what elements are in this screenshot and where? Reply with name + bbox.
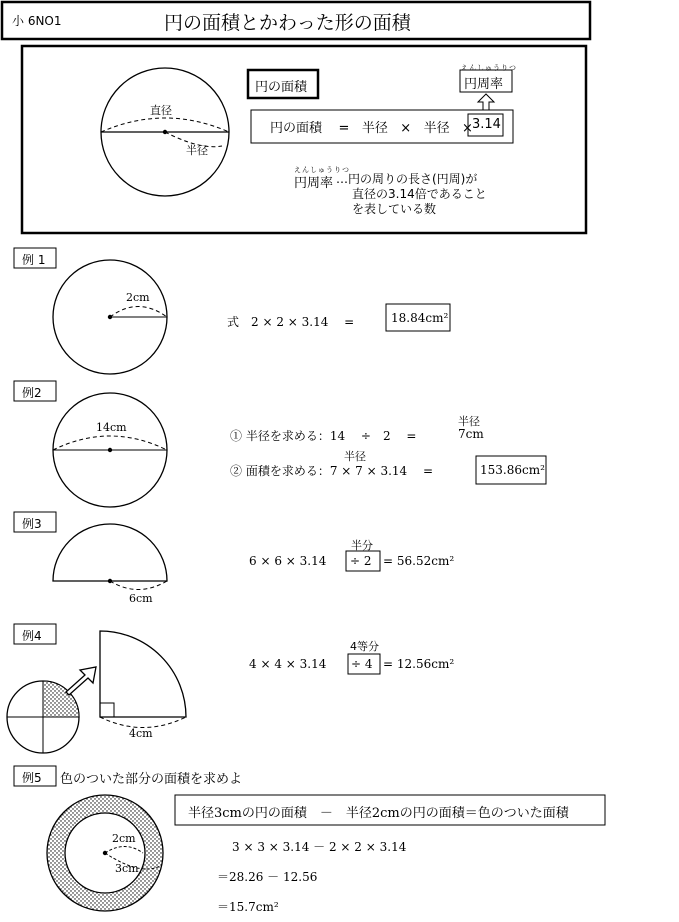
ex4-divide: ÷ 4 — [351, 657, 373, 671]
ex3-label: 例3 — [22, 517, 42, 531]
pi-term-def: 円周率 — [294, 176, 334, 191]
ex5-line2: ＝28.26 － 12.56 — [217, 870, 318, 884]
ex1-label: 例 1 — [22, 253, 46, 267]
ex3-formula: 6 × 6 × 3.14 — [249, 554, 327, 568]
ex4-arrow-icon — [66, 667, 96, 695]
ex4-ruby: 4等分 — [350, 640, 379, 653]
area-heading: 円の面積 — [255, 80, 308, 95]
ex5-outer-radius: 3cm — [115, 862, 139, 875]
pi-def-line1: …円の周りの長さ(円周)が — [336, 172, 478, 186]
pi-def-line2: 直径の3.14倍であること — [352, 187, 487, 201]
ex3-semicircle — [53, 524, 167, 590]
ex5-line1: 3 × 3 × 3.14 － 2 × 2 × 3.14 — [232, 840, 407, 854]
ex1-circle — [53, 260, 167, 374]
diameter-label: 直径 — [150, 104, 172, 117]
pi-ruby-top: えんしゅうりつ — [461, 64, 517, 72]
ex2-step1: ① 半径を求める：14 ÷ 2 = — [230, 429, 417, 443]
grade-label: 小 6NO1 — [12, 14, 62, 28]
formula-lhs: 円の面積 — [270, 121, 323, 136]
formula-r2: 半径 — [423, 121, 450, 136]
ex2-answer: 153.86cm² — [480, 463, 545, 477]
ex5-ring — [47, 795, 163, 911]
formula-eq: = — [338, 121, 350, 136]
ex5-inner-radius: 2cm — [112, 832, 136, 845]
ex1-radius: 2cm — [126, 291, 150, 304]
ex2-step1-result: 7cm — [458, 427, 484, 441]
radius-label: 半径 — [186, 144, 208, 157]
formula — [270, 117, 473, 136]
ex4-quarter — [100, 631, 186, 728]
formula-times-1: × — [400, 121, 412, 136]
ex2-step2: ② 面積を求める：7 × 7 × 3.14 = — [230, 464, 434, 478]
ex1-formula: 式 2 × 2 × 3.14 = — [227, 315, 355, 329]
ex2-step1-ruby: 半径 — [458, 415, 480, 428]
ex5-rule: 半径3cmの円の面積 － 半径2cmの円の面積＝色のついた面積 — [188, 806, 569, 821]
ex5-line3: ＝15.7cm² — [217, 900, 279, 914]
formula-times-2: × — [462, 121, 473, 136]
page-title: 円の面積とかわった形の面積 — [164, 12, 411, 34]
ex3-result: = 56.52cm² — [383, 554, 455, 568]
ex2-step2-ruby: 半径 — [344, 450, 366, 463]
ex4-result: = 12.56cm² — [383, 657, 455, 671]
ex3-divide: ÷ 2 — [350, 554, 372, 568]
pi-def-line3: を表している数 — [352, 202, 437, 216]
ex4-formula: 4 × 4 × 3.14 — [249, 657, 327, 671]
ex1-answer: 18.84cm² — [391, 311, 449, 325]
ex4-label: 例4 — [22, 629, 42, 643]
ex5-label: 例5 — [22, 771, 42, 785]
ex2-diameter: 14cm — [96, 421, 127, 434]
formula-r1: 半径 — [361, 121, 388, 136]
summary-circle — [101, 68, 229, 196]
pi-term-boxed: 円周率 — [464, 77, 504, 92]
formula-pi: 3.14 — [472, 117, 501, 132]
up-arrow-icon — [478, 94, 494, 110]
pi-ruby-def: えんしゅうりつ — [294, 166, 350, 174]
ex3-ruby: 半分 — [351, 539, 373, 552]
ex2-label: 例2 — [22, 386, 42, 400]
ex4-radius: 4cm — [129, 727, 153, 740]
ex5-prompt: 色のついた部分の面積を求めよ — [60, 772, 243, 787]
ex2-circle — [53, 393, 167, 507]
ex3-radius: 6cm — [129, 592, 153, 605]
